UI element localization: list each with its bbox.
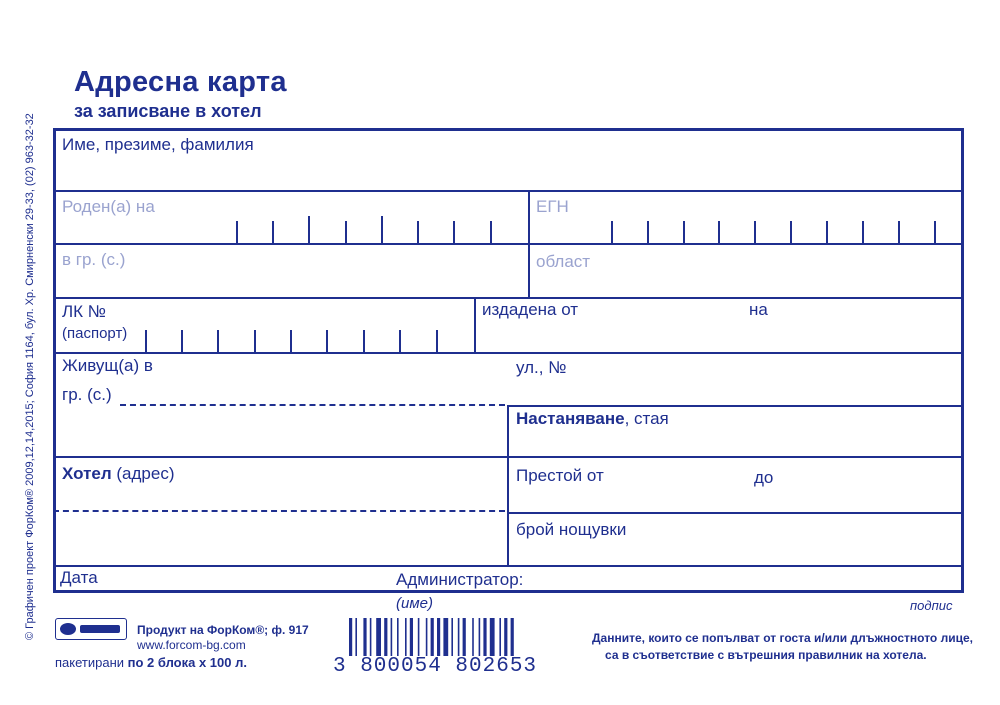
full-name-label: Име, презиме, фамилия [62,135,254,154]
publisher-line1: Продукт на ФорКом®; ф. 917 [137,623,309,637]
id-number-tick [254,330,256,352]
packaging-bold: по 2 блока х 100 л. [127,655,247,670]
hotel-address-label: (адрес) [111,464,175,483]
publisher-website: www.forcom-bg.com [137,638,246,652]
row-divider [507,512,964,514]
egn-tick [718,221,720,243]
nights-label: брой нощувки [516,520,627,539]
living-in-label: Живущ(а) в [62,356,153,375]
room-label: , стая [624,409,669,428]
region-label: област [536,252,591,271]
id-number-tick [145,330,147,352]
column-divider [474,297,476,352]
id-number-tick [290,330,292,352]
barcode-bar [384,618,387,656]
form-subtitle: за записване в хотел [74,101,262,121]
packaging-prefix: пакетирани [55,655,128,670]
stay-to-label: до [754,468,774,487]
signature-label: подпис [910,598,953,613]
barcode-bar [483,618,486,656]
dashed-divider [120,404,505,406]
barcode-bar [443,618,448,656]
row-divider [53,243,964,245]
barcode-number: 3 800054 802653 [333,655,538,678]
forcom-logo-mark [56,619,126,639]
egn-tick [790,221,792,243]
egn-tick [683,221,685,243]
barcode-bar [490,618,495,656]
barcode-bar [376,618,381,656]
date-label: Дата [60,568,98,587]
id-card-label: ЛК № [62,302,107,321]
barcode-bar [437,618,440,656]
egn-tick [934,221,936,243]
barcode-bar [426,618,428,656]
birth-date-tick [490,221,492,243]
id-number-tick [399,330,401,352]
id-number-tick [326,330,328,352]
barcode-bar [499,618,501,656]
living-city-label: гр. (с.) [62,385,112,404]
egn-tick [862,221,864,243]
barcode-bar [349,618,352,656]
hotel-label [62,464,175,484]
birth-date-tick [308,216,310,243]
barcode-bar [472,618,474,656]
barcode-bar [418,618,420,656]
id-number-tick [436,330,438,352]
id-number-tick [363,330,365,352]
accommodation-bold: Настаняване [516,409,625,428]
accommodation-label [516,409,669,429]
egn-tick [898,221,900,243]
forcom-logo [55,618,127,640]
form-title: Адресна карта [74,66,287,98]
barcode-bar [370,618,372,656]
egn-tick [754,221,756,243]
egn-label: ЕГН [536,197,569,216]
barcode-bar [463,618,466,656]
row-divider [53,190,964,192]
birth-date-tick [381,216,383,243]
barcode-bar [479,618,481,656]
city-label: в гр. (с.) [62,250,126,269]
issued-by-label: издадена от [482,300,579,319]
administrator-label: Администратор: [396,570,524,589]
barcode-bar [451,618,453,656]
barcode-bar [405,618,407,656]
row-divider [53,297,964,299]
id-number-tick [181,330,183,352]
egn-tick [647,221,649,243]
barcode-bar [511,618,514,656]
birth-date-label: Роден(а) на [62,197,155,216]
birth-date-tick [417,221,419,243]
passport-label: (паспорт) [62,325,128,342]
column-divider [528,190,530,297]
barcode-bar [363,618,366,656]
barcode-bar [458,618,460,656]
birth-date-tick [272,221,274,243]
row-divider [507,405,964,407]
stay-from-label: Престой от [516,466,604,485]
notice-line2: са в съответствие с вътрешния правилник на хотела. [605,648,927,662]
egn-tick [826,221,828,243]
birth-date-tick [453,221,455,243]
id-number-tick [217,330,219,352]
barcode-bar [504,618,507,656]
dashed-divider [53,510,505,512]
street-label: ул., № [516,358,567,377]
row-divider [53,352,964,354]
packaging-text [55,655,247,670]
barcode-bar [410,618,413,656]
barcode-bar [355,618,357,656]
birth-date-tick [345,221,347,243]
barcode-bar [431,618,434,656]
notice-line1: Данните, които се попълват от госта и/или длъжностното лице, [592,631,973,645]
hotel-bold: Хотел [62,464,112,483]
column-divider [507,405,509,565]
barcode-bar [397,618,399,656]
issued-on-label: на [749,300,768,319]
barcode-bar [391,618,393,656]
row-divider [53,565,964,567]
side-copyright-text: © Графичен проект ФорКом® 2009,12,14,2015; София 1164, бул. Хр. Смирненски 29-33, (02) 963-32-32 [24,113,36,640]
birth-date-tick [236,221,238,243]
egn-tick [611,221,613,243]
admin-name-label: (име) [396,595,433,612]
